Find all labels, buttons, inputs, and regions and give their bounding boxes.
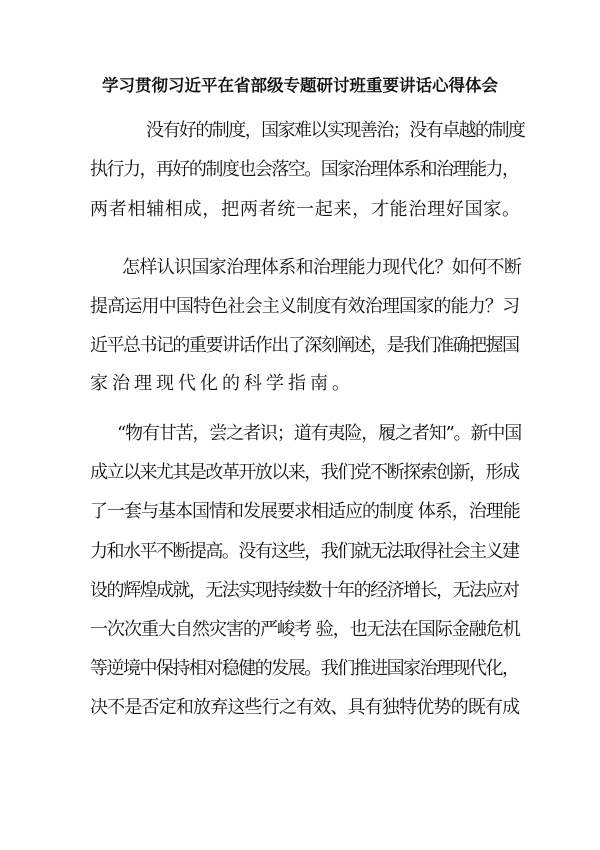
paragraph-2-line-3: 近平总书记的重要讲话作出了深刻阐述，是我们准确把握国: [90, 335, 519, 356]
paragraph-3-line-7: 等逆境中保持相对稳健的发展。我们推进国家治理现代化，: [90, 658, 519, 679]
paragraph-1-line-1: 没有好的制度，国家难以实现善治；没有卓越的制度: [146, 120, 525, 141]
paragraph-1-line-3: 两者相辅相成，把两者统一起来，才能治理好国家。: [90, 199, 521, 220]
paragraph-3-line-8: 决不是否定和放弃这些行之有效、具有独特优势的既有成: [90, 697, 520, 718]
paragraph-3-line-4: 力和水平不断提高。没有这些，我们就无法取得社会主义建: [90, 541, 519, 562]
paragraph-3-line-2: 成立以来尤其是改革开放以来，我们党不断探索创新，形成: [90, 462, 519, 483]
paragraph-3-line-1: “物有甘苦，尝之者识；道有夷险，履之者知”。新中国: [117, 423, 522, 444]
paragraph-3-line-3: 了一套与基本国情和发展要求相适应的制度 体系，治理能: [90, 501, 520, 522]
paragraph-1-line-2: 执行力，再好的制度也会落空。国家治理体系和治理能力，: [90, 159, 519, 180]
paragraph-2-line-2: 提高运用中国特色社会主义制度有效治理国家的能力？习: [90, 296, 520, 317]
paragraph-3-line-6: 一次次重大自然灾害的严峻考 验，也无法在国际金融危机: [90, 619, 520, 640]
paragraph-2-line-1: 怎样认识国家治理体系和治理能力现代化？如何不断: [122, 257, 522, 278]
paragraph-2-line-4: 家治理现代化的科学指南。: [90, 373, 354, 394]
document-title: 学习贯彻习近平在省部级专题研讨班重要讲话心得体会: [102, 76, 498, 95]
paragraph-3-line-5: 设的辉煌成就，无法实现持续数十年的经济增长，无法应对: [90, 580, 519, 601]
